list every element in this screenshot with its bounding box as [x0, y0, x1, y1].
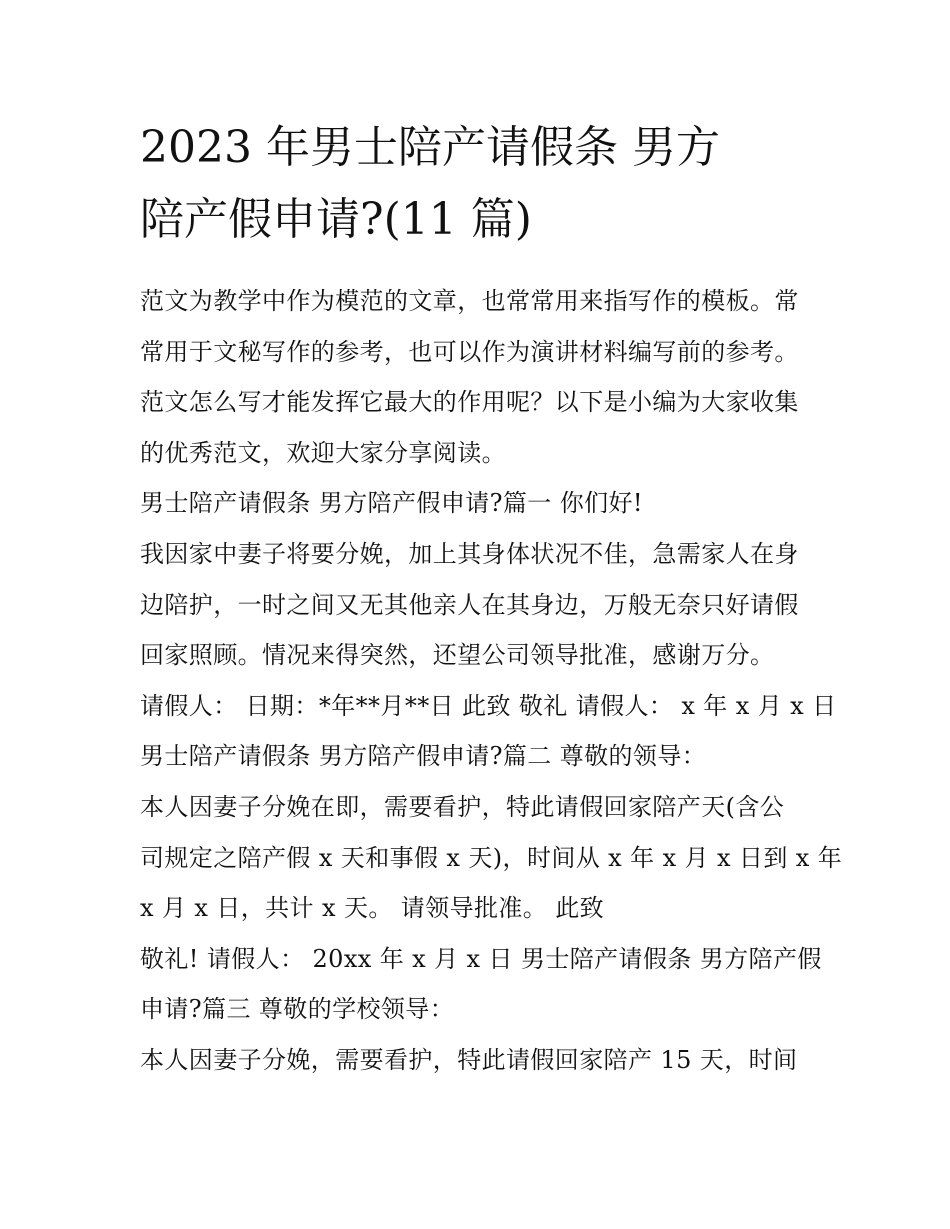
body-line-10: 男士陪产请假条 男方陪产假申请?篇二 尊敬的领导：	[140, 742, 707, 771]
body-line-7: 边陪护，一时之间又无其他亲人在其身边，万般无奈只好请假	[140, 590, 799, 619]
body-line-13: x 月 x 日，共计 x 天。 请领导批准。 此致	[140, 894, 605, 923]
body-line-8: 回家照顾。情况来得突然，还望公司领导批准，感谢万分。	[140, 641, 775, 670]
body-line-16: 本人因妻子分娩，需要看护，特此请假回家陪产 15 天，时间	[140, 1045, 798, 1074]
body-line-5: 男士陪产请假条 男方陪产假申请?篇一 你们好!	[140, 489, 643, 518]
document-body	[140, 281, 843, 1091]
body-line-14: 敬礼! 请假人： 20xx 年 x 月 x 日 男士陪产请假条 男方陪产假	[140, 944, 822, 973]
body-line-4: 的优秀范文，欢迎大家分享阅读。	[140, 438, 506, 467]
title-line-2: 陪产假申请?(11 篇)	[140, 194, 532, 245]
title-line-1: 2023 年男士陪产请假条 男方	[140, 122, 720, 173]
document-title	[140, 112, 820, 256]
body-line-15: 申请?篇三 尊敬的学校领导：	[140, 995, 455, 1024]
body-line-9: 请假人： 日期：*年**月**日 此致 敬礼 请假人： x 年 x 月 x 日	[140, 691, 837, 720]
body-line-2: 常用于文秘写作的参考，也可以作为演讲材料编写前的参考。	[140, 337, 799, 366]
body-line-12: 司规定之陪产假 x 天和事假 x 天)，时间从 x 年 x 月 x 日到 x 年	[140, 843, 843, 872]
body-line-11: 本人因妻子分娩在即，需要看护，特此请假回家陪产天(含公	[140, 792, 785, 821]
body-line-1: 范文为教学中作为模范的文章，也常常用来指写作的模板。常	[140, 287, 799, 315]
body-line-3: 范文怎么写才能发挥它最大的作用呢？以下是小编为大家收集	[140, 388, 799, 417]
body-line-6: 我因家中妻子将要分娩，加上其身体状况不佳，急需家人在身	[140, 539, 799, 568]
